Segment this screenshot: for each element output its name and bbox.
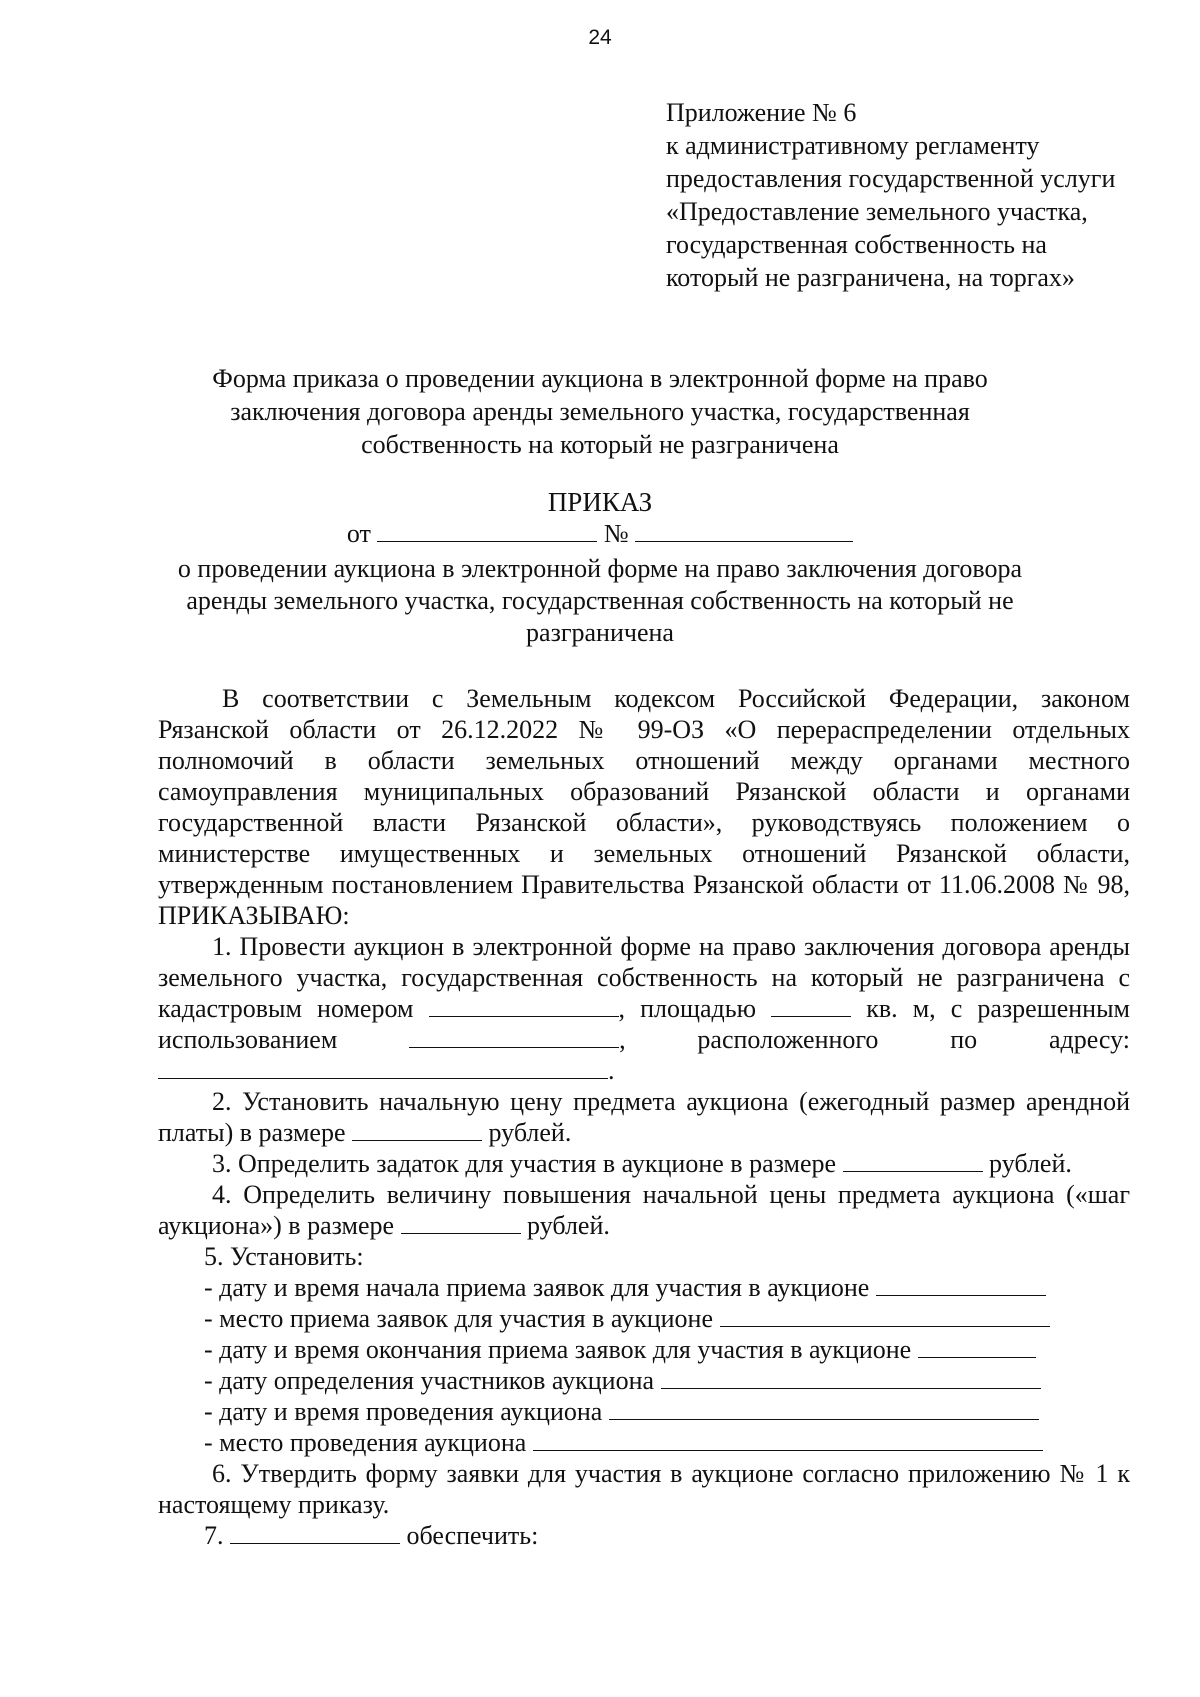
appendix-line: предоставления государственной услуги	[666, 164, 1116, 193]
order-body	[158, 683, 1130, 1551]
item-5-line	[158, 1303, 1130, 1334]
item-4	[158, 1179, 1130, 1241]
order-heading: ПРИКАЗ	[547, 487, 653, 517]
participants-date-blank	[661, 1366, 1041, 1389]
item-1	[158, 931, 1130, 1086]
item-1-text: 1. Провести аукцион в электронной форме на право заключения договора аренды земельного участка, государственная собственность на который не разграничена с кадастровым номером	[158, 932, 1130, 1023]
appendix-header	[666, 96, 1176, 294]
address-blank	[158, 1056, 608, 1079]
responsible-blank	[230, 1521, 400, 1544]
page-number: 24	[588, 26, 612, 49]
item-2	[158, 1086, 1130, 1148]
application-start-blank	[876, 1273, 1046, 1296]
deposit-blank	[843, 1149, 983, 1172]
application-end-blank	[918, 1335, 1036, 1358]
order-number-label: №	[603, 519, 629, 548]
order-subject: о проведении аукциона в электронной форме на право заключения договора аренды земельного участка, государственная собственность на который не разграничена	[177, 554, 1023, 647]
auction-step-blank	[401, 1211, 521, 1234]
order-number-blank	[635, 521, 853, 542]
cadastral-number-blank	[429, 994, 619, 1017]
order-date-number-line	[0, 518, 1200, 549]
item-1-address-label: , расположенного по адресу:	[619, 1025, 1131, 1054]
appendix-line: «Предоставление земельного участка,	[666, 197, 1088, 226]
auction-datetime-blank	[609, 1397, 1039, 1420]
item-3	[158, 1148, 1130, 1179]
item-3-text: 3. Определить задаток для участия в аукционе в размере	[212, 1149, 837, 1178]
item-5-line	[158, 1334, 1130, 1365]
appendix-line: к административному регламенту	[666, 131, 1040, 160]
preamble-paragraph: В соответствии с Земельным кодексом Российской Федерации, законом Рязанской области от 26.12.2022 № 99-ОЗ «О перераспределении отдельных полномочий в области земельных отношений между органами местного самоуправления муниципальных образований Рязанской области и органами государственной власти Рязанской области», руководствуясь положением о министерстве имущественных и земельных отношений Рязанской области, утвержденным постановлением Правительства Рязанской области от 11.06.2008 № 98, ПРИКАЗЫВАЮ:	[158, 684, 1130, 930]
item-5-line	[158, 1427, 1130, 1458]
item-1-area-label: , площадью	[618, 994, 757, 1023]
item-4-text: 4. Определить величину повышения начальной цены предмета аукциона («шаг аукциона») в размере	[158, 1180, 1130, 1240]
item-6: 6. Утвердить форму заявки для участия в аукционе согласно приложению № 1 к настоящему приказу.	[158, 1459, 1130, 1519]
item-3-unit: рублей.	[989, 1149, 1072, 1178]
item-7-text: обеспечить:	[406, 1521, 539, 1550]
start-price-blank	[352, 1118, 482, 1141]
item-2-unit: рублей.	[488, 1118, 572, 1147]
item-1-usage-label: кв. м, с разрешенным использованием	[158, 994, 1130, 1054]
permitted-use-blank	[409, 1025, 619, 1048]
area-blank	[771, 994, 851, 1017]
item-5-line-text: - дату и время начала приема заявок для участия в аукционе	[204, 1273, 870, 1302]
item-5-line	[158, 1365, 1130, 1396]
item-5-title: 5. Установить:	[204, 1242, 364, 1271]
form-title: Форма приказа о проведении аукциона в электронной форме на право заключения договора аренды земельного участка, государственная собственность на который не разграничена	[212, 364, 988, 459]
order-date-blank	[377, 521, 597, 542]
item-5-line	[158, 1396, 1130, 1427]
item-5-line	[158, 1272, 1130, 1303]
item-5-line-text: - дату и время окончания приема заявок для участия в аукционе	[204, 1335, 912, 1364]
item-7	[158, 1520, 1130, 1551]
item-2-text: 2. Установить начальную цену предмета аукциона (ежегодный размер арендной платы) в размере	[158, 1087, 1130, 1147]
item-5-line-text: - место проведения аукциона	[204, 1428, 527, 1457]
item-7-number: 7.	[204, 1521, 224, 1550]
application-place-blank	[720, 1304, 1050, 1327]
item-5-line-text: - дату и время проведения аукциона	[204, 1397, 603, 1426]
order-from-label: от	[346, 519, 371, 548]
item-5-line-text: - дату определения участников аукциона	[204, 1366, 655, 1395]
item-4-unit: рублей.	[527, 1211, 610, 1240]
appendix-line: который не разграничена, на торгах»	[666, 263, 1075, 292]
item-5-line-text: - место приема заявок для участия в аукционе	[204, 1304, 714, 1333]
item-1-end: .	[608, 1056, 615, 1085]
appendix-line: Приложение № 6	[666, 98, 857, 127]
appendix-line: государственная собственность на	[666, 230, 1047, 259]
auction-place-blank	[533, 1428, 1043, 1451]
